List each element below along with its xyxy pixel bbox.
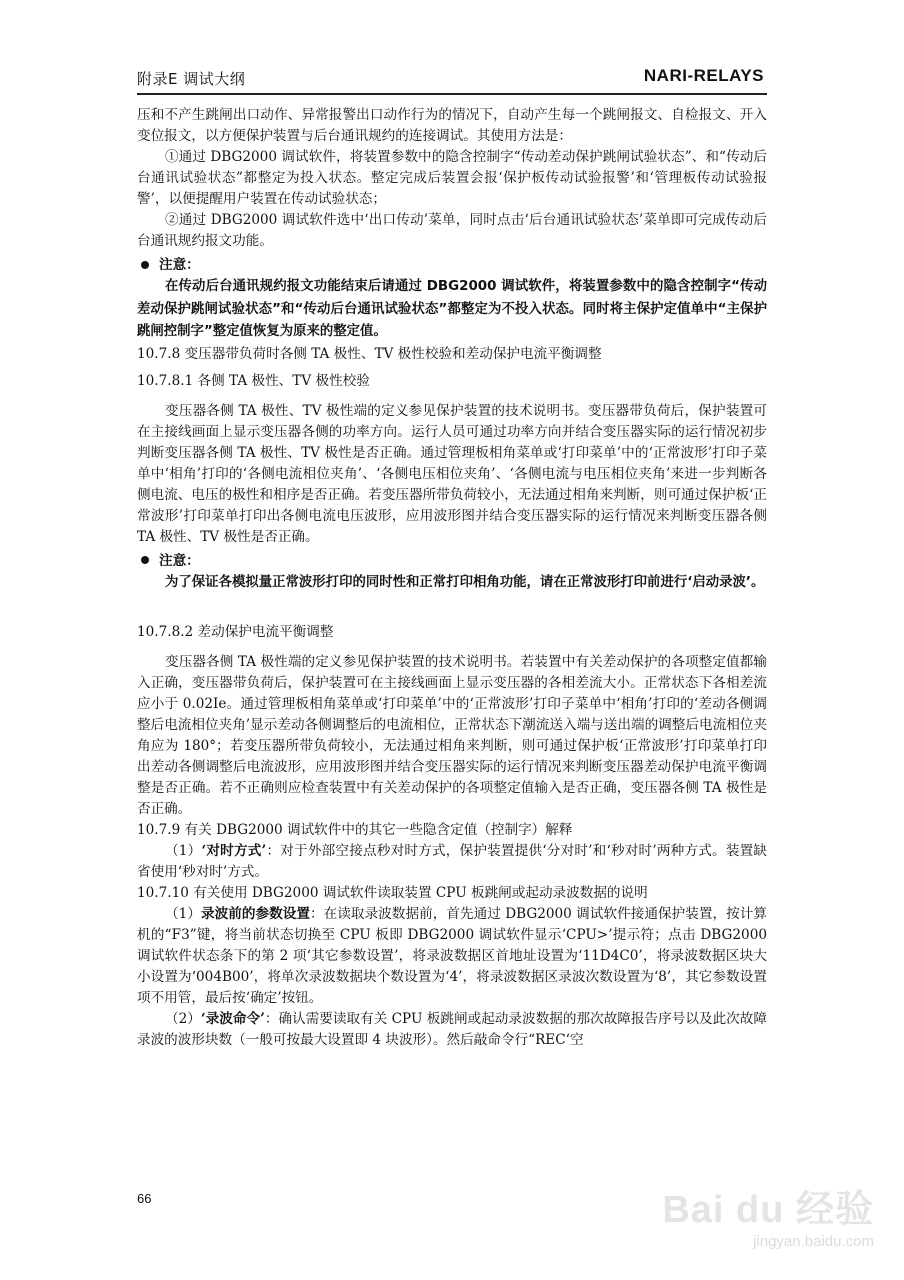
note-heading-2 — [137, 550, 767, 572]
watermark — [662, 1178, 874, 1250]
paragraph-recording-params — [137, 904, 767, 1009]
item-term: ‘对时方式’ — [201, 843, 267, 859]
header-title: 附录E 调试大纲 — [137, 70, 246, 88]
page-number: 66 — [137, 1191, 152, 1206]
item-number: （1） — [165, 906, 201, 922]
item-text: ：确认需要读取有关 CPU 板跳闸或起动录波数据的那次故障报告序号以及此次故障录波的波形块数（一般可按最大设置即 4 块波形）。然后敲命令行“REC‘空 — [137, 1011, 767, 1048]
header-rule — [137, 93, 767, 95]
section-heading-10-7-8: 10.7.8 变压器带负荷时各侧 TA 极性、TV 极性校验和差动保护电流平衡调整 — [137, 345, 602, 362]
section-heading-10-7-9: 10.7.9 有关 DBG2000 调试软件中的其它一些隐含定值（控制字）解释 — [137, 822, 573, 838]
bullet-icon — [141, 556, 149, 564]
note-body-2: 为了保证各模拟量正常波形打印的同时性和正常打印相角功能，请在正常波形打印前进行‘启动录波’。 — [165, 574, 765, 590]
page-body — [137, 105, 767, 1051]
watermark-url: jingyan.baidu.com — [753, 1233, 874, 1250]
paragraph-recording-command — [137, 1009, 767, 1051]
note-heading-1 — [137, 254, 767, 276]
bullet-icon — [141, 261, 149, 269]
watermark-logo: Bai du 经验 — [662, 1189, 874, 1231]
item-term: 录波前的参数设置 — [200, 906, 311, 922]
section-heading-10-7-8-2: 10.7.8.2 差动保护电流平衡调整 — [137, 624, 334, 640]
note-label: 注意： — [159, 257, 200, 273]
paragraph-step-1: ①通过 DBG2000 调试软件，将装置参数中的隐含控制字“传动差动保护跳闸试验状态”、和“传动后台通讯试验状态”都整定为投入状态。整定完成后装置会报‘保护板传动试验报警’和‘管理板传动试验报警’，以便提醒用户装置在传动试验状态； — [137, 149, 767, 207]
header-brand: NARI-RELAYS — [643, 66, 764, 85]
item-number: （1） — [165, 843, 202, 859]
paragraph-intro: 压和不产生跳闸出口动作、异常报警出口动作行为的情况下，自动产生每一个跳闸报文、自检报文、开入变位报文，以方便保护装置与后台通讯规约的连接调试。其使用方法是： — [137, 107, 767, 144]
paragraph-ta-tv-polarity: 变压器各侧 TA 极性、TV 极性端的定义参见保护装置的技术说明书。变压器带负荷后，保护装置可在主接线画面上显示变压器各侧的功率方向。运行人员可通过功率方向并结合变压器实际的运行情况初步判断变压器各侧 TA 极性、TV 极性是否正确。通过管理板相角菜单或‘打印菜单’中的‘正常波形’打印子菜单中‘相角’打印的‘各侧电流相位夹角’、‘各侧电压相位夹角’、‘各侧电流与电压相位夹角’来进一步判断各侧电流、电压的极性和相序是否正确。若变压器所带负荷较小，无法通过相角来判断，则可通过保护板‘正常波形’打印菜单打印出各侧电流电压波形，应用波形图并结合变压器实际的运行情况来判断变压器各侧 TA 极性、TV 极性是否正确。 — [137, 402, 767, 545]
section-heading-10-7-8-1: 10.7.8.1 各侧 TA 极性、TV 极性校验 — [137, 372, 370, 389]
item-text: ：在读取录波数据前，首先通过 DBG2000 调试软件接通保护装置，按计算机的“F3”键，将当前状态切换至 CPU 板即 DBG2000 调试软件显示‘CPU>’提示符；点击 DBG2000 调试软件状态条下的第 2 项‘其它参数设置’，将录波数据区首地址设置为‘11D4C0’，将录波数据区块大小设置为‘004B00’，将单次录波数据块个数设置为‘4’，将录波数据区录波次数设置为‘8’，其它参数设置项不用管，最后按‘确定’按钮。 — [137, 906, 767, 1006]
paragraph-time-sync — [137, 841, 767, 883]
note-label: 注意： — [159, 552, 200, 569]
section-heading-10-7-10: 10.7.10 有关使用 DBG2000 调试软件读取装置 CPU 板跳闸或起动录波数据的说明 — [137, 885, 648, 901]
item-text: ：对于外部空接点秒对时方式，保护装置提供‘分对时’和‘秒对时’两种方式。装置缺省使用‘秒对时’方式。 — [137, 843, 767, 880]
paragraph-step-2: ②通过 DBG2000 调试软件选中‘出口传动’菜单，同时点击‘后台通讯试验状态’菜单即可完成传动后台通讯规约报文功能。 — [137, 212, 767, 249]
note-body-1: 在传动后台通讯规约报文功能结束后请通过 DBG2000 调试软件，将装置参数中的隐含控制字“传动差动保护跳闸试验状态”和“传动后台通讯试验状态”都整定为不投入状态。同时将主保护定值单中“主保护跳闸控制字”整定值恢复为原来的整定值。 — [137, 279, 767, 339]
paragraph-differential-balance: 变压器各侧 TA 极性端的定义参见保护装置的技术说明书。若装置中有关差动保护的各项整定值都输入正确，变压器带负荷后，保护装置可在主接线画面上显示变压器的各相差流大小。正常状态下各相差流应小于 0.02Ie。通过管理板相角菜单或‘打印菜单’中的‘正常波形’打印子菜单中‘相角’打印的‘差动各侧调整后电流相位夹角’显示差动各侧调整后的电流相位，正常状态下潮流送入端与送出端的调整后电流相位夹角应为 180°；若变压器所带负荷较小，无法通过相角来判断，则可通过保护板‘正常波形’打印菜单打印出差动各侧调整后电流波形，应用波形图并结合变压器实际的运行情况来判断变压器差动保护电流平衡调整是否正确。若不正确则应检查装置中有关差动保护的各项整定值输入是否正确，变压器各侧 TA 极性是否正确。 — [137, 654, 767, 817]
item-number: （2） — [165, 1011, 201, 1027]
item-term: ‘录波命令’ — [200, 1011, 265, 1027]
